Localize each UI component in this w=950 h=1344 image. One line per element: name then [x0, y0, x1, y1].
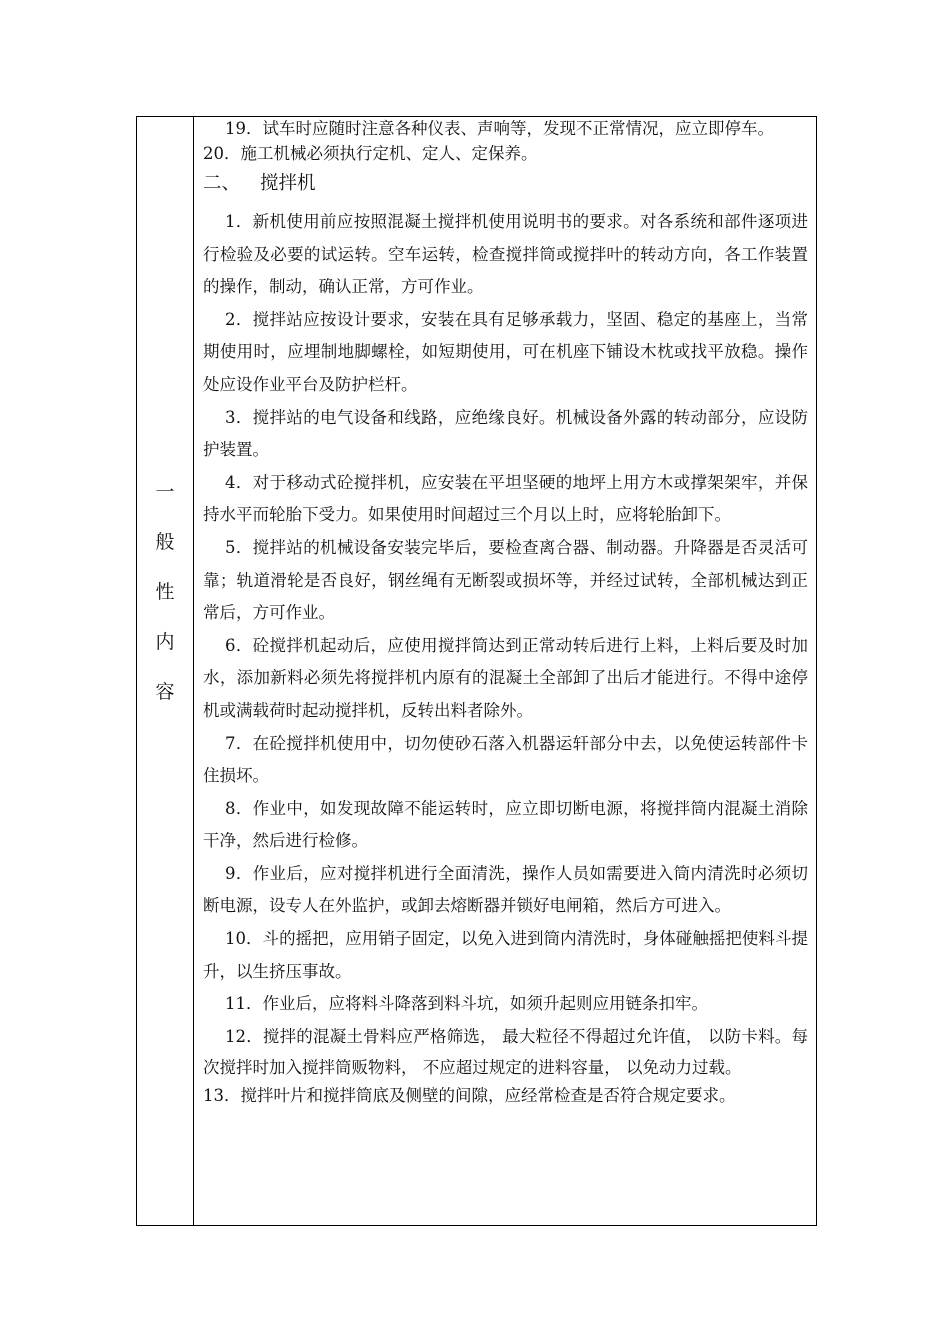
item-20: 20．施工机械必须执行定机、定人、定保养。: [203, 144, 538, 163]
list-item: 9．作业后，应对搅拌机进行全面清洗，操作人员如需要进入筒内清洗时必须切断电源，设专人在外监护，或卸去熔断器并锁好电闸箱，然后方可进入。: [203, 863, 808, 916]
row-label-char: 内: [155, 631, 175, 653]
list-item: 11．作业后，应将料斗降落到料斗坑，如须升起则应用链条扣牢。: [225, 994, 708, 1014]
section-heading: [203, 166, 808, 202]
list-item: 12．搅拌的混凝土骨料应严格筛选， 最大粒径不得超过允许值， 以防卡料。每次搅拌时加入搅拌筒贩物料， 不应超过规定的进料容量， 以免动力过载。: [203, 1026, 808, 1077]
section-number: 二、: [203, 173, 241, 194]
list-item-last: 13．搅拌叶片和搅拌筒底及侧壁的间隙，应经常检查是否符合规定要求。: [203, 1085, 736, 1105]
list-item: 10．斗的摇把，应用销子固定，以免入进到筒内清洗时，身体碰触摇把使料斗提升，以生挤压事故。: [203, 929, 808, 981]
row-label-char: 性: [155, 581, 175, 603]
content-cell: [194, 117, 816, 1225]
row-label-char: 容: [155, 681, 175, 703]
row-label-char: 一: [155, 481, 175, 503]
list-item: 1．新机使用前应按照混凝土搅拌机使用说明书的要求。对各系统和部件逐项进行检验及必要的试运转。空车运转，检查搅拌筒或搅拌叶的转动方向，各工作装置的操作，制动，确认正常，方可作业。: [203, 212, 808, 297]
item-19: 19．试车时应随时注意各种仪表、声响等，发现不正常情况，应立即停车。: [225, 119, 774, 138]
row-label: [137, 467, 193, 717]
list-item: 7．在砼搅拌机使用中，切勿使砂石落入机器运轩部分中去，以免使运转部件卡住损坏。: [203, 733, 808, 786]
section-title: 搅拌机: [260, 173, 316, 194]
row-label-cell: [137, 117, 194, 1225]
list-item: 8．作业中，如发现故障不能运转时，应立即切断电源，将搅拌筒内混凝土消除干净，然后进行检修。: [203, 798, 808, 851]
list-item: 3．搅拌站的电气设备和线路，应绝缘良好。机械设备外露的转动部分，应设防护装置。: [203, 407, 808, 460]
list-item: 5．搅拌站的机械设备安装完毕后，要检查离合器、制动器。升降器是否灵活可靠；轨道滑轮是否良好，钢丝绳有无断裂或损坏等，并经过试转，全部机械达到正常后，方可作业。: [203, 537, 808, 623]
content-table: [136, 116, 817, 1226]
row-label-char: 般: [155, 531, 175, 553]
list-item: 6．砼搅拌机起动后，应使用搅拌筒达到正常动转后进行上料，上料后要及时加水，添加新料必须先将搅拌机内原有的混凝土全部卸了出后才能进行。不得中途停机或满载荷时起动搅拌机，反转出料者除外。: [203, 635, 808, 720]
list-item: 2．搅拌站应按设计要求，安装在具有足够承载力，坚固、稳定的基座上，当常期使用时，应埋制地脚螺栓，如短期使用，可在机座下铺设木枕或找平放稳。操作处应设作业平台及防护栏杆。: [203, 309, 808, 394]
list-item: 4．对于移动式砼搅拌机，应安装在平坦坚硬的地坪上用方木或撑架架牢，并保持水平而轮胎下受力。如果使用时间超过三个月以上时，应将轮胎卸下。: [203, 472, 808, 525]
